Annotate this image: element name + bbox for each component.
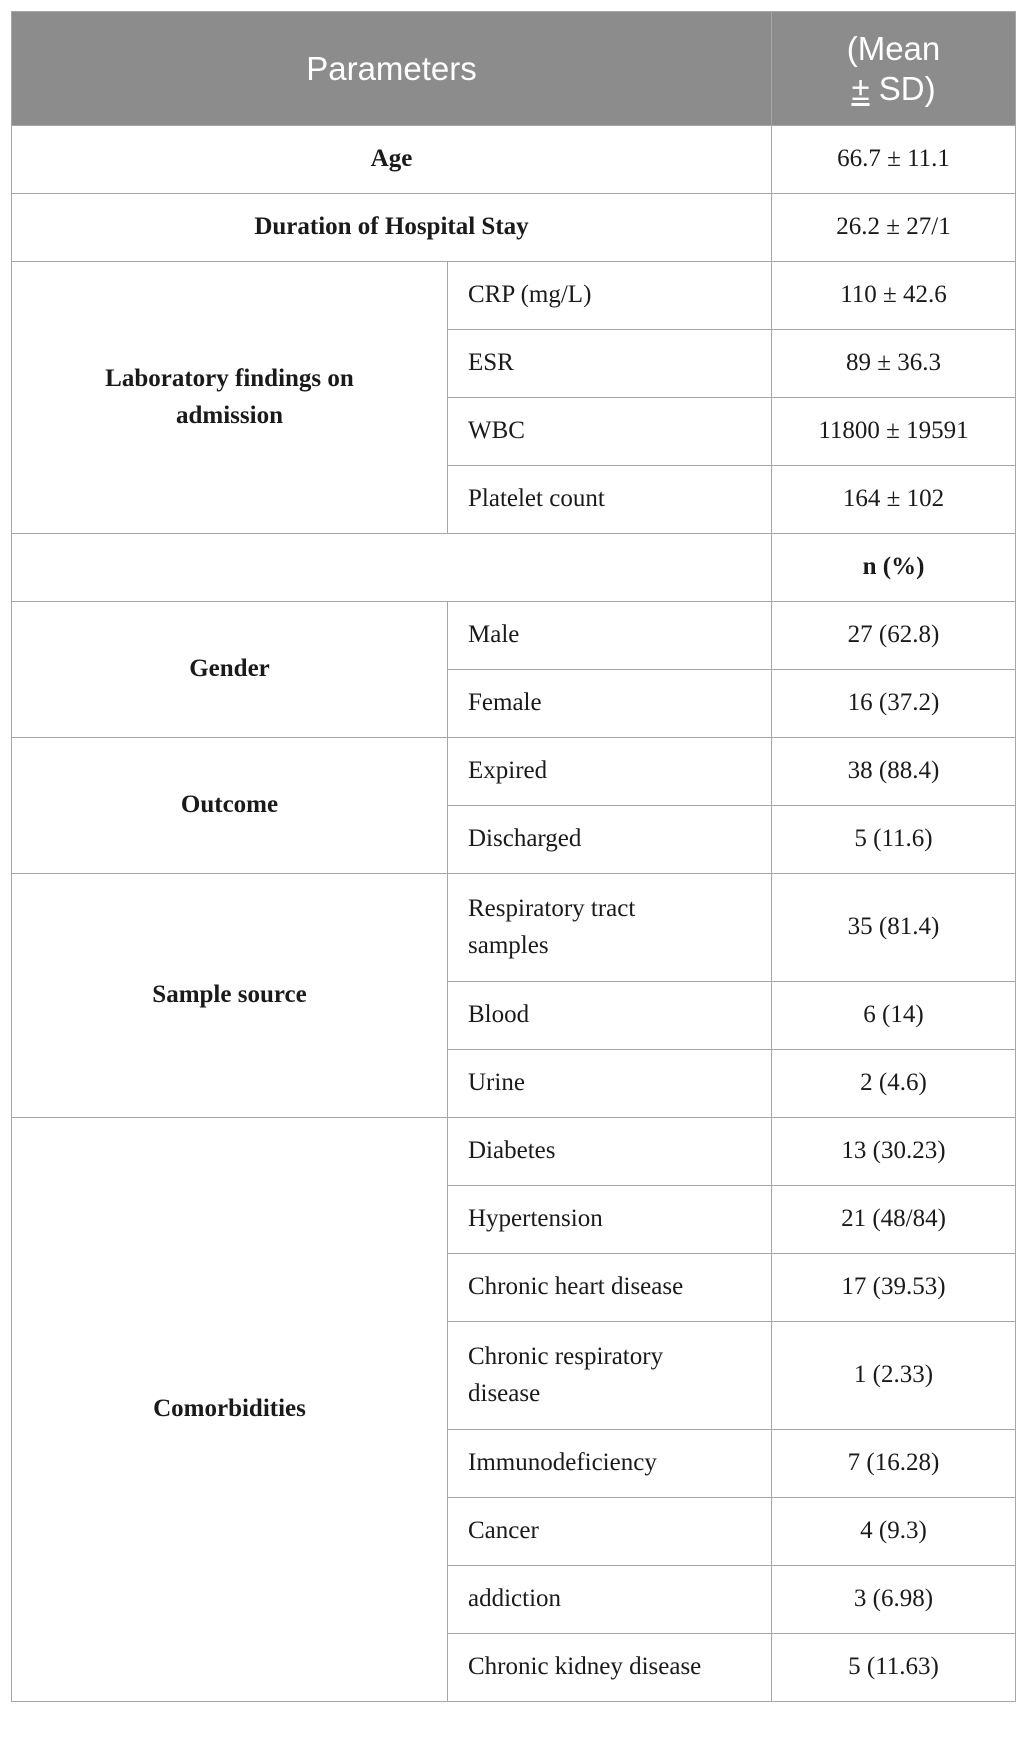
table-row-hospital-stay <box>12 194 1016 262</box>
comorbidity-row-name-text: Chronic respiratory disease <box>468 1343 664 1407</box>
lab-row-value: 164 ± 102 <box>772 466 1016 534</box>
lab-row-value: 89 ± 36.3 <box>772 330 1016 398</box>
lab-findings-label <box>12 262 448 534</box>
table-row <box>12 1118 1016 1186</box>
header-sd-label: SD) <box>869 69 936 107</box>
hospital-stay-value: 26.2 ± 27/1 <box>772 194 1016 262</box>
header-mean-sd <box>772 12 1016 126</box>
gender-row-name: Female <box>448 670 772 738</box>
comorbidity-row-name: Immunodeficiency <box>448 1430 772 1498</box>
lab-row-name: CRP (mg/L) <box>448 262 772 330</box>
comorbidities-label: Comorbidities <box>12 1118 448 1702</box>
comorbidity-row-value: 21 (48/84) <box>772 1186 1016 1254</box>
sample-row-name-text: Respiratory tract samples <box>468 895 636 959</box>
table-row <box>12 874 1016 982</box>
sample-row-name <box>448 874 772 982</box>
age-value: 66.7 ± 11.1 <box>772 126 1016 194</box>
table-row <box>12 738 1016 806</box>
table-row <box>12 602 1016 670</box>
sample-row-name: Urine <box>448 1050 772 1118</box>
comorbidity-row-name: Chronic kidney disease <box>448 1634 772 1702</box>
lab-row-name: ESR <box>448 330 772 398</box>
sample-row-value: 2 (4.6) <box>772 1050 1016 1118</box>
sample-row-value: 6 (14) <box>772 982 1016 1050</box>
sample-row-value: 35 (81.4) <box>772 874 1016 982</box>
n-percent-spacer <box>12 534 772 602</box>
lab-row-name: WBC <box>448 398 772 466</box>
comorbidity-row-value: 13 (30.23) <box>772 1118 1016 1186</box>
hospital-stay-label: Duration of Hospital Stay <box>12 194 772 262</box>
age-label: Age <box>12 126 772 194</box>
comorbidity-row-name: addiction <box>448 1566 772 1634</box>
header-parameters: Parameters <box>12 12 772 126</box>
comorbidity-row-name: Chronic heart disease <box>448 1254 772 1322</box>
header-pm-symbol: ± <box>851 69 870 107</box>
comorbidity-row-value: 3 (6.98) <box>772 1566 1016 1634</box>
outcome-label: Outcome <box>12 738 448 874</box>
gender-row-value: 16 (37.2) <box>772 670 1016 738</box>
gender-row-value: 27 (62.8) <box>772 602 1016 670</box>
lab-row-value: 110 ± 42.6 <box>772 262 1016 330</box>
gender-row-name: Male <box>448 602 772 670</box>
outcome-row-name: Expired <box>448 738 772 806</box>
outcome-row-value: 38 (88.4) <box>772 738 1016 806</box>
comorbidity-row-value: 4 (9.3) <box>772 1498 1016 1566</box>
table-row-age <box>12 126 1016 194</box>
lab-findings-label-text: Laboratory findings on admission <box>105 365 354 429</box>
header-mean-label: (Mean <box>846 29 941 67</box>
table-row <box>12 262 1016 330</box>
outcome-row-name: Discharged <box>448 806 772 874</box>
header-row <box>12 12 1016 126</box>
lab-row-name: Platelet count <box>448 466 772 534</box>
outcome-row-value: 5 (11.6) <box>772 806 1016 874</box>
sample-source-label: Sample source <box>12 874 448 1118</box>
comorbidity-row-name: Diabetes <box>448 1118 772 1186</box>
comorbidity-row-value: 7 (16.28) <box>772 1430 1016 1498</box>
table-row-n-percent-header <box>12 534 1016 602</box>
parameters-table <box>11 11 1016 1702</box>
comorbidity-row-name <box>448 1322 772 1430</box>
comorbidity-row-name: Cancer <box>448 1498 772 1566</box>
comorbidity-row-name: Hypertension <box>448 1186 772 1254</box>
lab-row-value: 11800 ± 19591 <box>772 398 1016 466</box>
n-percent-header: n (%) <box>772 534 1016 602</box>
gender-label: Gender <box>12 602 448 738</box>
comorbidity-row-value: 17 (39.53) <box>772 1254 1016 1322</box>
comorbidity-row-value: 1 (2.33) <box>772 1322 1016 1430</box>
comorbidity-row-value: 5 (11.63) <box>772 1634 1016 1702</box>
sample-row-name: Blood <box>448 982 772 1050</box>
